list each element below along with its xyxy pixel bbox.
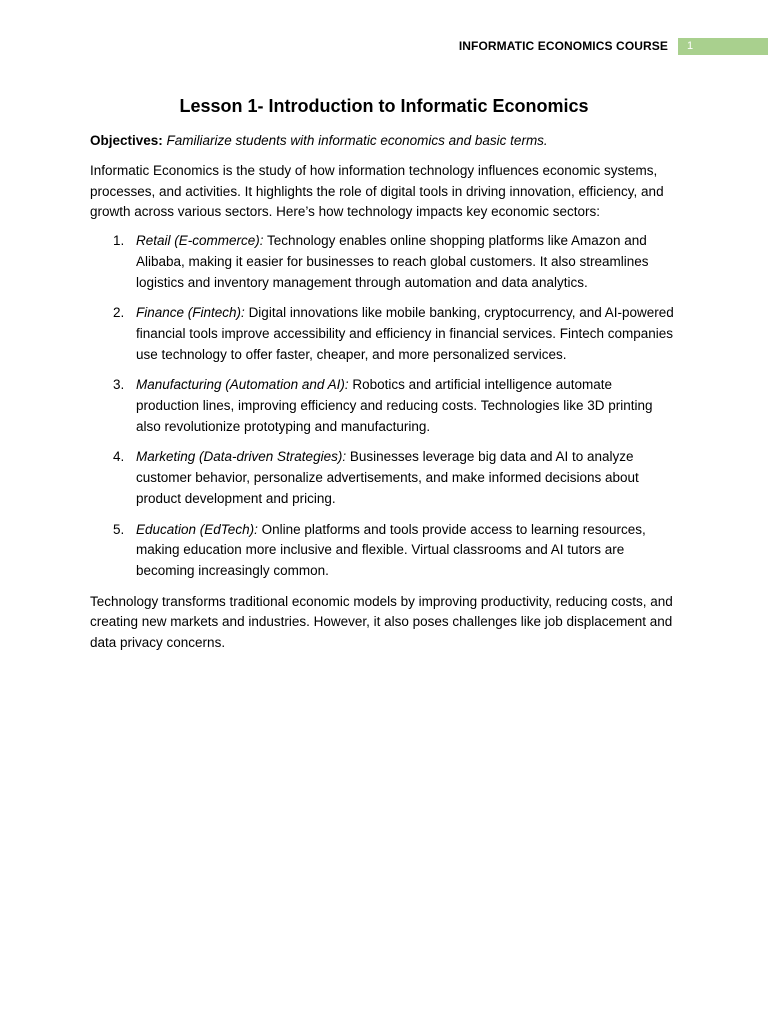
list-number: 1. xyxy=(113,233,125,249)
list-item xyxy=(90,520,678,582)
list-item xyxy=(90,303,678,365)
list-item xyxy=(90,375,678,437)
lesson-title: Lesson 1- Introduction to Informatic Economics xyxy=(179,96,589,116)
course-title: INFORMATIC ECONOMICS COURSE xyxy=(458,39,668,53)
sector-name: Marketing (Data-driven Strategies): xyxy=(136,449,347,465)
objectives-text: Familiarize students with informatic economics and basic terms. xyxy=(166,133,548,148)
sector-name: Education (EdTech): xyxy=(136,521,258,537)
list-item xyxy=(90,231,678,293)
intro-paragraph: Informatic Economics is the study of how information technology influences economic systems, processes, and activities. It highlights the role of digital tools in driving innovation, efficiency, and growth across various sectors. Here’s how technology impacts key economic sectors: xyxy=(90,163,664,220)
sector-name: Finance (Fintech): xyxy=(136,305,245,321)
list-number: 2. xyxy=(113,305,125,321)
sector-text: Businesses leverage big data and AI to analyze customer behavior, personalize advertisements, and make informed decisions about product development and pricing. xyxy=(136,449,639,506)
objectives xyxy=(90,131,678,151)
sector-text: Online platforms and tools provide access to learning resources, making education more inclusive and flexible. Virtual classrooms and AI tutors are becoming increasingly common. xyxy=(136,521,646,578)
list-number: 3. xyxy=(113,377,125,393)
list-number: 4. xyxy=(113,449,125,465)
objectives-label: Objectives: xyxy=(90,133,163,148)
sector-name: Retail (E-commerce): xyxy=(136,233,264,249)
list-item xyxy=(90,447,678,509)
sector-name: Manufacturing (Automation and AI): xyxy=(136,377,349,393)
page-header xyxy=(459,38,768,55)
sector-list xyxy=(90,231,678,582)
sector-text: Robotics and artificial intelligence automate production lines, improving efficiency and reducing costs. Technologies like 3D printing also revolutionize prototyping and manufacturing. xyxy=(136,377,653,434)
document-body xyxy=(90,93,678,662)
conclusion-paragraph: Technology transforms traditional economic models by improving productivity, reducing costs, and creating new markets and industries. However, it also poses challenges like job displacement and data privacy concerns. xyxy=(90,593,673,651)
list-number: 5. xyxy=(113,521,125,537)
sector-text: Digital innovations like mobile banking, cryptocurrency, and AI-powered financial tools improve accessibility and efficiency in financial services. Fintech companies use technology to offer faster, cheaper, and more personalized services. xyxy=(136,305,674,362)
sector-text: Technology enables online shopping platforms like Amazon and Alibaba, making it easier for businesses to reach global customers. It also streamlines logistics and inventory management through automation and data analytics. xyxy=(136,233,649,290)
page-number: 1 xyxy=(678,38,768,55)
